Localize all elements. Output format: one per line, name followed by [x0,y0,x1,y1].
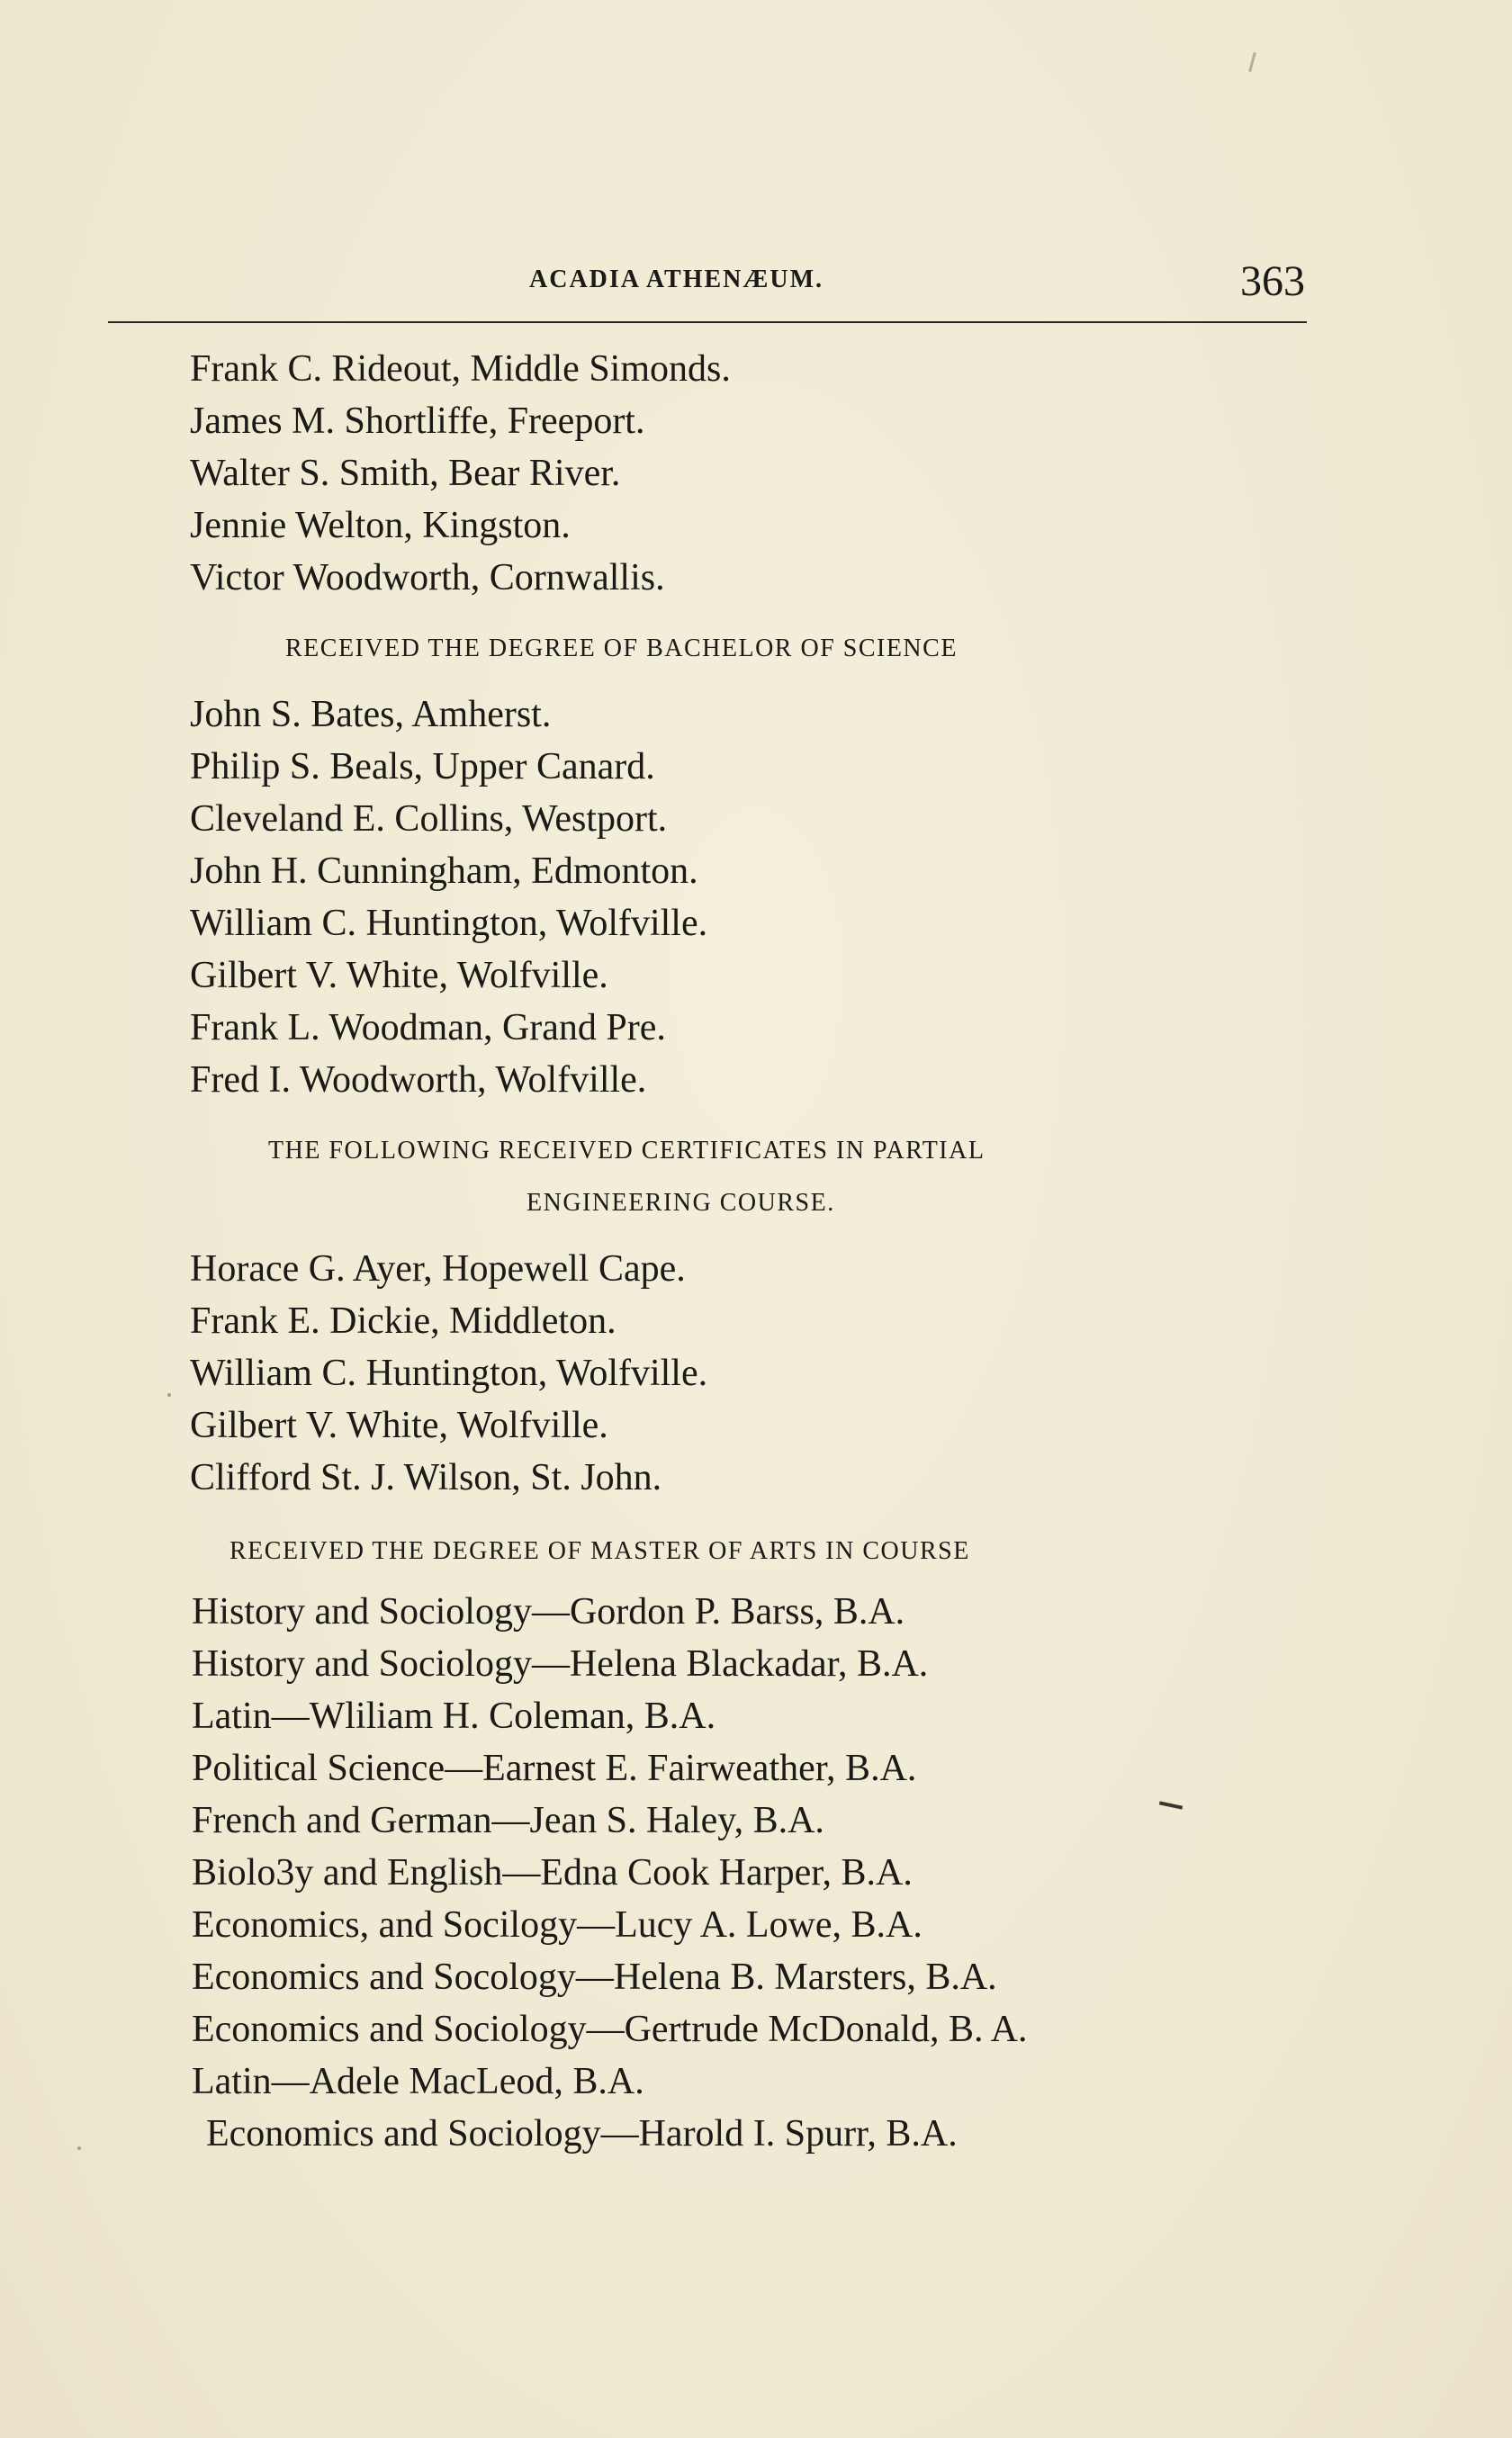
list-item: Cleveland E. Collins, Westport. [190,798,668,840]
paper-speck [77,2146,81,2150]
list-item: History and Sociology—Helena Blackadar, B.A. [192,1643,929,1685]
list-item: William C. Huntington, Wolfville. [190,1353,708,1394]
list-item: Economics, and Socilogy—Lucy A. Lowe, B.A. [192,1904,922,1946]
list-item: Frank L. Woodman, Grand Pre. [190,1007,666,1048]
page-number: 363 [1240,257,1305,305]
section-heading-engineering: THE FOLLOWING RECEIVED CERTIFICATES IN PARTIAL [268,1137,986,1165]
list-item: Political Science—Earnest E. Fairweather, B.A. [192,1748,917,1789]
list-item: James M. Shortliffe, Freeport. [190,400,645,442]
list-item: Fred I. Woodworth, Wolfville. [190,1059,647,1101]
list-item: John H. Cunningham, Edmonton. [190,850,698,892]
paper-speck [167,1393,171,1397]
list-item: John S. Bates, Amherst. [190,694,552,735]
list-item: Latin—Wliliam H. Coleman, B.A. [192,1696,716,1737]
list-item: Jennie Welton, Kingston. [190,505,571,546]
stray-ink-mark [1159,1801,1183,1809]
list-item: Frank C. Rideout, Middle Simonds. [190,348,731,390]
list-item: Latin—Adele MacLeod, B.A. [192,2061,644,2102]
list-item: Biolo3y and English—Edna Cook Harper, B.A. [192,1852,913,1894]
stray-pencil-mark [1248,52,1256,72]
list-item: Clifford St. J. Wilson, St. John. [190,1457,662,1498]
section-heading-masters: RECEIVED THE DEGREE OF MASTER OF ARTS IN COURSE [230,1537,970,1565]
list-item: Economics and Socology—Helena B. Marsters, B.A. [192,1957,997,1998]
section-heading-science: RECEIVED THE DEGREE OF BACHELOR OF SCIENCE [285,634,958,662]
list-item: Walter S. Smith, Bear River. [190,453,621,494]
section-heading-engineering-continued: ENGINEERING COURSE. [526,1189,835,1217]
list-item: Gilbert V. White, Wolfville. [190,1405,608,1446]
list-item: French and German—Jean S. Haley, B.A. [192,1800,824,1841]
list-item: History and Sociology—Gordon P. Barss, B.A. [192,1591,905,1633]
list-item: William C. Huntington, Wolfville. [190,903,708,944]
header-rule [108,321,1307,323]
list-item: Frank E. Dickie, Middleton. [190,1300,616,1342]
list-item: Gilbert V. White, Wolfville. [190,955,608,996]
running-head: ACADIA ATHENÆUM. [529,265,824,293]
page-header [108,256,1307,321]
list-item: Horace G. Ayer, Hopewell Cape. [190,1248,686,1290]
list-item: Economics and Sociology—Gertrude McDonald, B. A. [192,2009,1028,2050]
list-item: Victor Woodworth, Cornwallis. [190,557,665,598]
list-item: Economics and Sociology—Harold I. Spurr, B.A. [206,2113,958,2155]
list-item: Philip S. Beals, Upper Canard. [190,746,655,787]
